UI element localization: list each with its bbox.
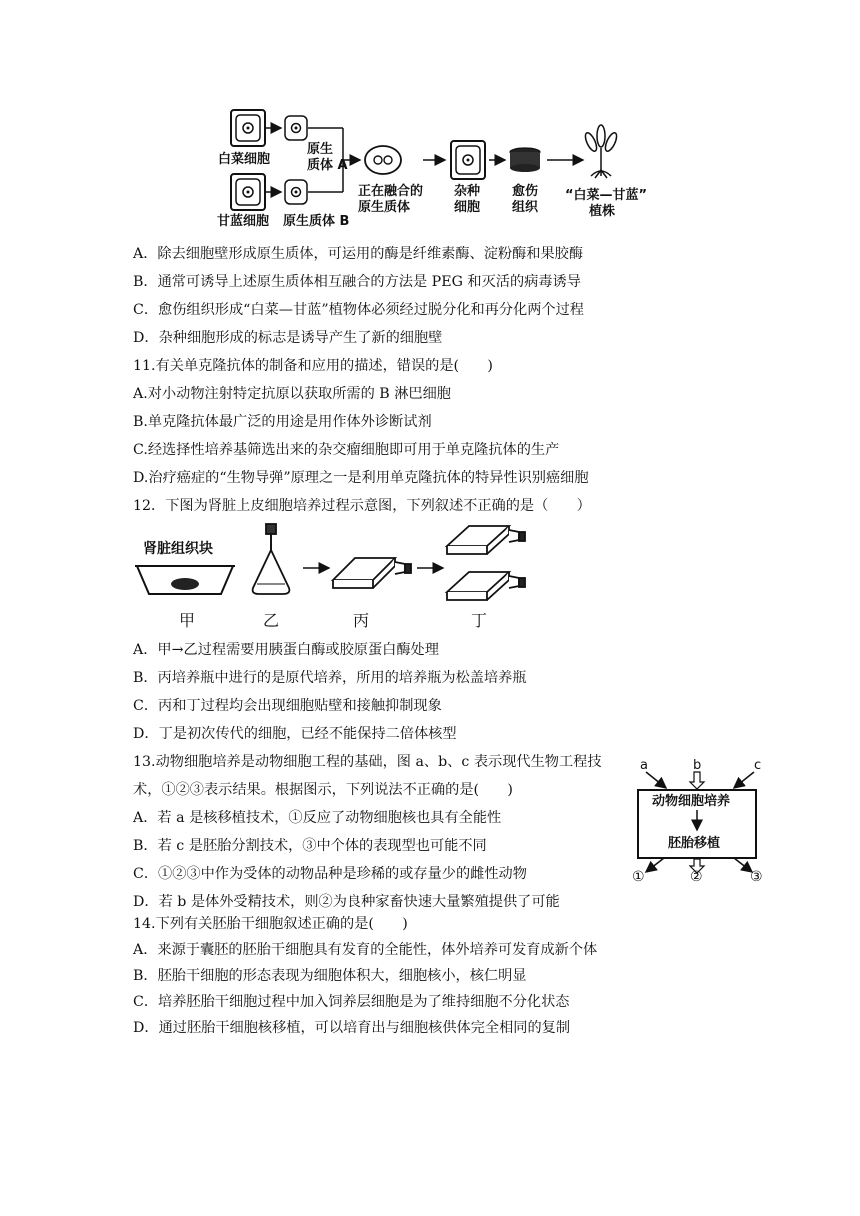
q13-option-c: C．①②③中作为受体的动物品种是珍稀的或存量少的雌性动物 (133, 866, 527, 882)
q10-option-a: A．除去细胞壁形成原生质体，可运用的酶是纤维素酶、淀粉酶和果胶酶 (133, 246, 584, 262)
protoplast-a-label-line1: 原生 (307, 142, 334, 157)
label-yi: 乙 (263, 611, 280, 630)
embryo-transfer-label: 胚胎移植 (668, 836, 721, 851)
q13-option-d: D．若 b 是体外受精技术，则②为良种家畜快速大量繁殖提供了可能 (133, 894, 560, 910)
q11-stem: 11.有关单克隆抗体的制备和应用的描述，错误的是( ) (133, 358, 493, 374)
q13-stem-line2: 术，①②③表示结果。根据图示，下列说法不正确的是( ) (133, 782, 513, 798)
q12-option-c: C．丙和丁过程均会出现细胞贴壁和接触抑制现象 (133, 698, 442, 714)
plant-icon (583, 125, 619, 178)
kidney-culture-figure (133, 522, 553, 632)
result-1-label: ① (632, 869, 645, 885)
culture-bottle-ding-bottom-icon (447, 572, 525, 600)
q12-option-b: B．丙培养瓶中进行的是原代培养，所用的培养瓶为松盖培养瓶 (133, 670, 527, 686)
label-jia: 甲 (179, 611, 196, 630)
protoplast-a-icon (285, 116, 307, 140)
label-c: c (754, 758, 762, 773)
hybrid-plant-label-line1: “白菜—甘蓝” (565, 188, 648, 203)
protoplast-a-label-line2: 质体 A (307, 158, 348, 173)
q12-option-a: A．甲→乙过程需要用胰蛋白酶或胶原蛋白酶处理 (133, 642, 439, 658)
culture-dish-icon (135, 566, 235, 594)
cabbage-cell-label: 白菜细胞 (218, 152, 271, 167)
q14-stem: 14.下列有关胚胎干细胞叙述正确的是( ) (133, 916, 408, 932)
kale-cell-icon (231, 174, 265, 210)
label-bing: 丙 (353, 611, 370, 630)
culture-bottle-bing-icon (333, 558, 411, 588)
hybrid-cell-label-line2: 细胞 (454, 200, 481, 215)
q11-option-b: B.单克隆抗体最广泛的用途是用作体外诊断试剂 (133, 414, 432, 430)
kale-cell-label: 甘蓝细胞 (217, 214, 270, 229)
q14-option-b: B．胚胎干细胞的形态表现为细胞体积大，细胞核小，核仁明显 (133, 968, 527, 984)
q10-option-d: D．杂种细胞形成的标志是诱导产生了新的细胞壁 (133, 330, 443, 346)
q13-stem-line1: 13.动物细胞培养是动物细胞工程的基础，图 a、b、c 表示现代生物工程技 (133, 754, 602, 770)
result-2-label: ② (690, 869, 703, 885)
callus-dish-icon (510, 148, 540, 172)
animal-engineering-figure (630, 758, 770, 886)
fusing-protoplast-label-line2: 原生质体 (358, 200, 411, 215)
q14-option-c: C．培养胚胎干细胞过程中加入饲养层细胞是为了维持细胞不分化状态 (133, 994, 570, 1010)
fusing-protoplast-icon (365, 146, 401, 174)
kidney-tissue-label: 肾脏组织块 (143, 541, 213, 557)
label-ding: 丁 (471, 611, 488, 630)
callus-label-line1: 愈伤 (512, 184, 539, 199)
q12-option-d: D．丁是初次传代的细胞，已经不能保持二倍体核型 (133, 726, 457, 742)
animal-cell-culture-label: 动物细胞培养 (652, 794, 731, 809)
fusing-protoplast-label-line1: 正在融合的 (358, 184, 424, 199)
q12-stem: 12．下图为肾脏上皮细胞培养过程示意图，下列叙述不正确的是（ ） (133, 498, 591, 514)
flask-icon (253, 524, 290, 594)
cabbage-cell-icon (231, 110, 265, 146)
protoplast-fusion-figure (215, 108, 648, 236)
hybrid-cell-label-line1: 杂种 (454, 184, 481, 199)
protoplast-b-icon (285, 180, 307, 204)
q10-option-b: B．通常可诱导上述原生质体相互融合的方法是 PEG 和灭活的病毒诱导 (133, 274, 581, 290)
label-a: a (640, 758, 648, 773)
q13-option-a: A．若 a 是核移植技术，①反应了动物细胞核也具有全能性 (133, 810, 502, 826)
protoplast-fusion-diagram (215, 108, 648, 236)
callus-label-line2: 组织 (512, 200, 539, 215)
q11-option-a: A.对小动物注射特定抗原以获取所需的 B 淋巴细胞 (133, 386, 451, 402)
culture-bottle-ding-top-icon (447, 526, 525, 554)
q11-option-c: C.经选择性培养基筛选出来的杂交瘤细胞即可用于单克隆抗体的生产 (133, 442, 560, 458)
result-3-label: ③ (750, 869, 763, 885)
q14-option-a: A．来源于囊胚的胚胎干细胞具有发育的全能性，体外培养可发育成新个体 (133, 942, 598, 958)
protoplast-b-label: 原生质体 B (283, 214, 350, 229)
q13-option-b: B．若 c 是胚胎分割技术，③中个体的表现型也可能不同 (133, 838, 487, 854)
animal-engineering-diagram (630, 758, 770, 886)
label-b: b (693, 758, 702, 773)
kidney-culture-diagram (133, 522, 553, 632)
hybrid-plant-label-line2: 植株 (589, 204, 616, 219)
hybrid-cell-icon (451, 141, 485, 179)
q10-option-c: C．愈伤组织形成“白菜—甘蓝”植物体必须经过脱分化和再分化两个过程 (133, 302, 584, 318)
q14-option-d: D．通过胚胎干细胞核移植，可以培育出与细胞核供体完全相同的复制 (133, 1020, 571, 1036)
q11-option-d: D.治疗癌症的“生物导弹”原理之一是利用单克隆抗体的特异性识别癌细胞 (133, 470, 589, 486)
